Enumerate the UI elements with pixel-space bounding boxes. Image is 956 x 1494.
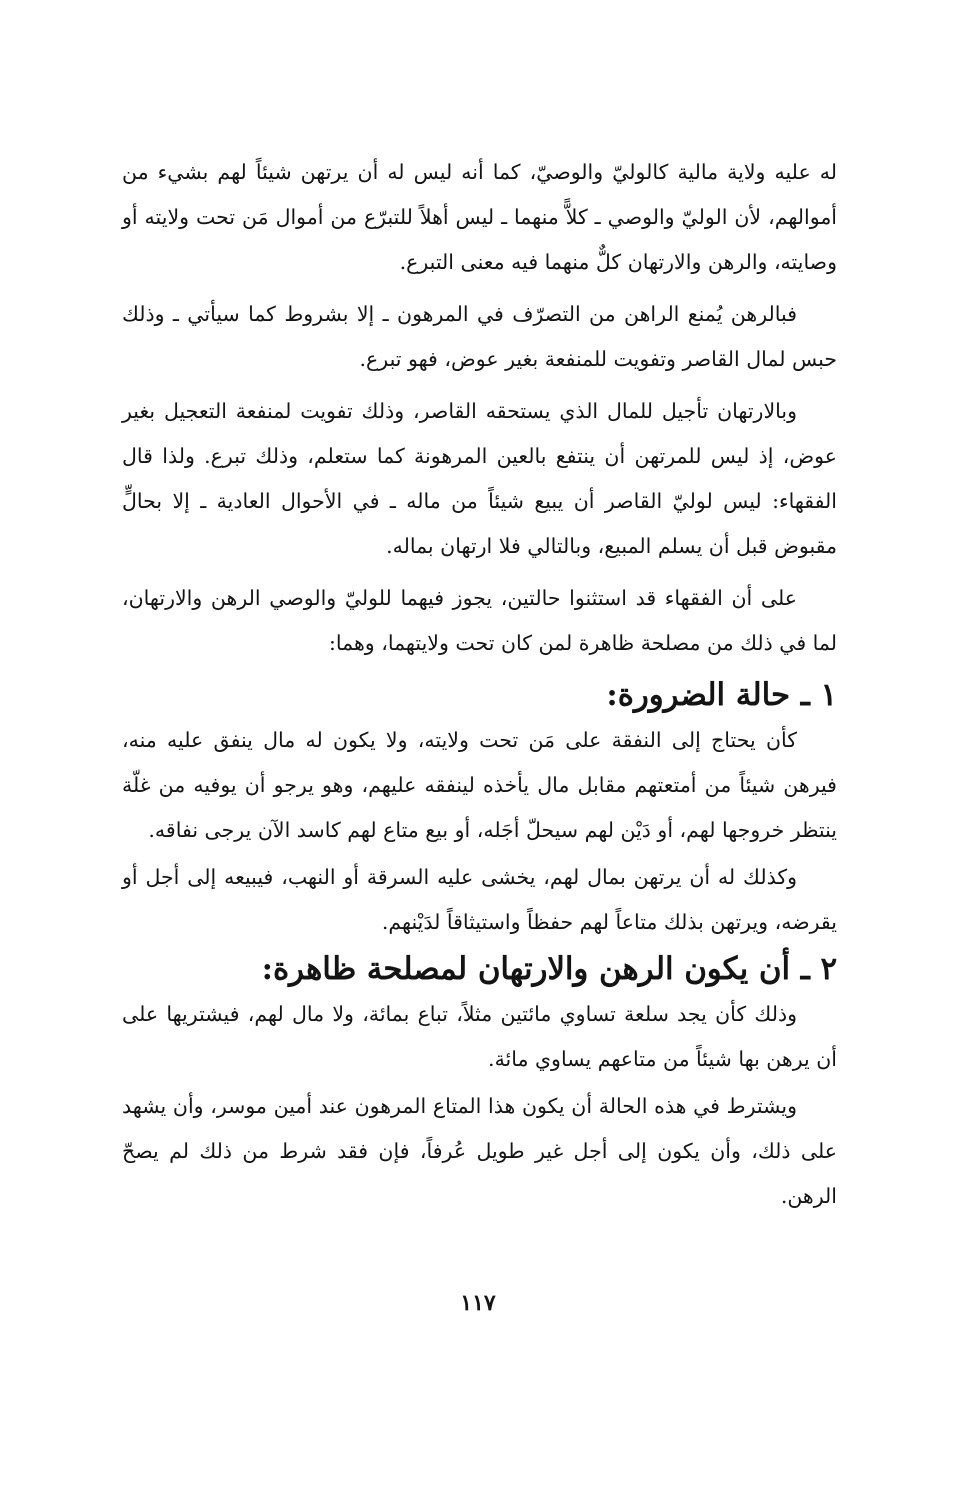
paragraph-conditions: ويشترط في هذه الحالة أن يكون هذا المتاع المرهون عند أمين موسر، وأن يشهد على ذلك، وأن يكون إلى أجل غير طويل عُرفاً، فإن فقد شرط من ذلك لم يصحّ الرهن. bbox=[122, 1094, 837, 1208]
paragraph-continuation: له عليه ولاية مالية كالوليّ والوصيّ، كما أنه ليس له أن يرتهن شيئاً لهم بشيء من أموالهم، لأن الوليّ والوصي ـ كلاًّ منهما ـ ليس أهلاً للتبرّع من أموال مَن تحت ولايته أو وصايته، والرهن والارتهان كلٌّ منهما فيه معنى التبرع. bbox=[122, 160, 837, 274]
paragraph-rahn: فبالرهن يُمنع الراهن من التصرّف في المرهون ـ إلا بشروط كما سيأتي ـ وذلك حبس لمال القاصر وتفويت للمنفعة بغير عوض، فهو تبرع. bbox=[122, 302, 837, 371]
paragraph-exceptions: على أن الفقهاء قد استثنوا حالتين، يجوز فيهما للوليّ والوصي الرهن والارتهان، لما في ذلك من مصلحة ظاهرة لمن كان تحت ولايتهما، وهما: bbox=[122, 586, 837, 655]
page-number: ١١٧ bbox=[460, 1290, 496, 1316]
paragraph-benefit-example: وذلك كأن يجد سلعة تساوي مائتين مثلاً، تباع بمائة، ولا مال لهم، فيشتريها على أن يرهن بها شيئاً من متاعهم يساوي مائة. bbox=[122, 1002, 837, 1071]
paragraph-necessity-example: كأن يحتاج إلى النفقة على مَن تحت ولايته، ولا يكون له مال ينفق عليه منه، فيرهن شيئاً من أمتعتهم مقابل مال يأخذه لينفقه عليهم، وهو يرجو أن يوفيه من غلّة ينتظر خروجها لهم، أو دَيْن لهم سيحلّ أجَله، أو بيع متاع لهم كاسد الآن يرجى نفاقه. bbox=[122, 728, 837, 842]
paragraph-necessity-lending: وكذلك له أن يرتهن بمال لهم، يخشى عليه السرقة أو النهب، فيبيعه إلى أجل أو يقرضه، ويرتهن بذلك متاعاً لهم حفظاً واستيثاقاً لدَيْنهم. bbox=[122, 865, 837, 934]
heading-clear-benefit: ٢ ـ أن يكون الرهن والارتهان لمصلحة ظاهرة: bbox=[261, 951, 837, 987]
page-body bbox=[122, 150, 837, 1219]
paragraph-irtihan: وبالارتهان تأجيل للمال الذي يستحقه القاصر، وذلك تفويت لمنفعة التعجيل بغير عوض، إذ ليس للمرتهن أن ينتفع بالعين المرهونة كما ستعلم، وذلك تبرع. ولذا قال الفقهاء: ليس لوليّ القاصر أن يبيع شيئاً من ماله ـ في الأحوال العادية ـ إلا بحالٍّ مقبوض قبل أن يسلم المبيع، وبالتالي فلا ارتهان بماله. bbox=[122, 399, 837, 558]
heading-necessity: ١ ـ حالة الضرورة: bbox=[606, 677, 837, 713]
